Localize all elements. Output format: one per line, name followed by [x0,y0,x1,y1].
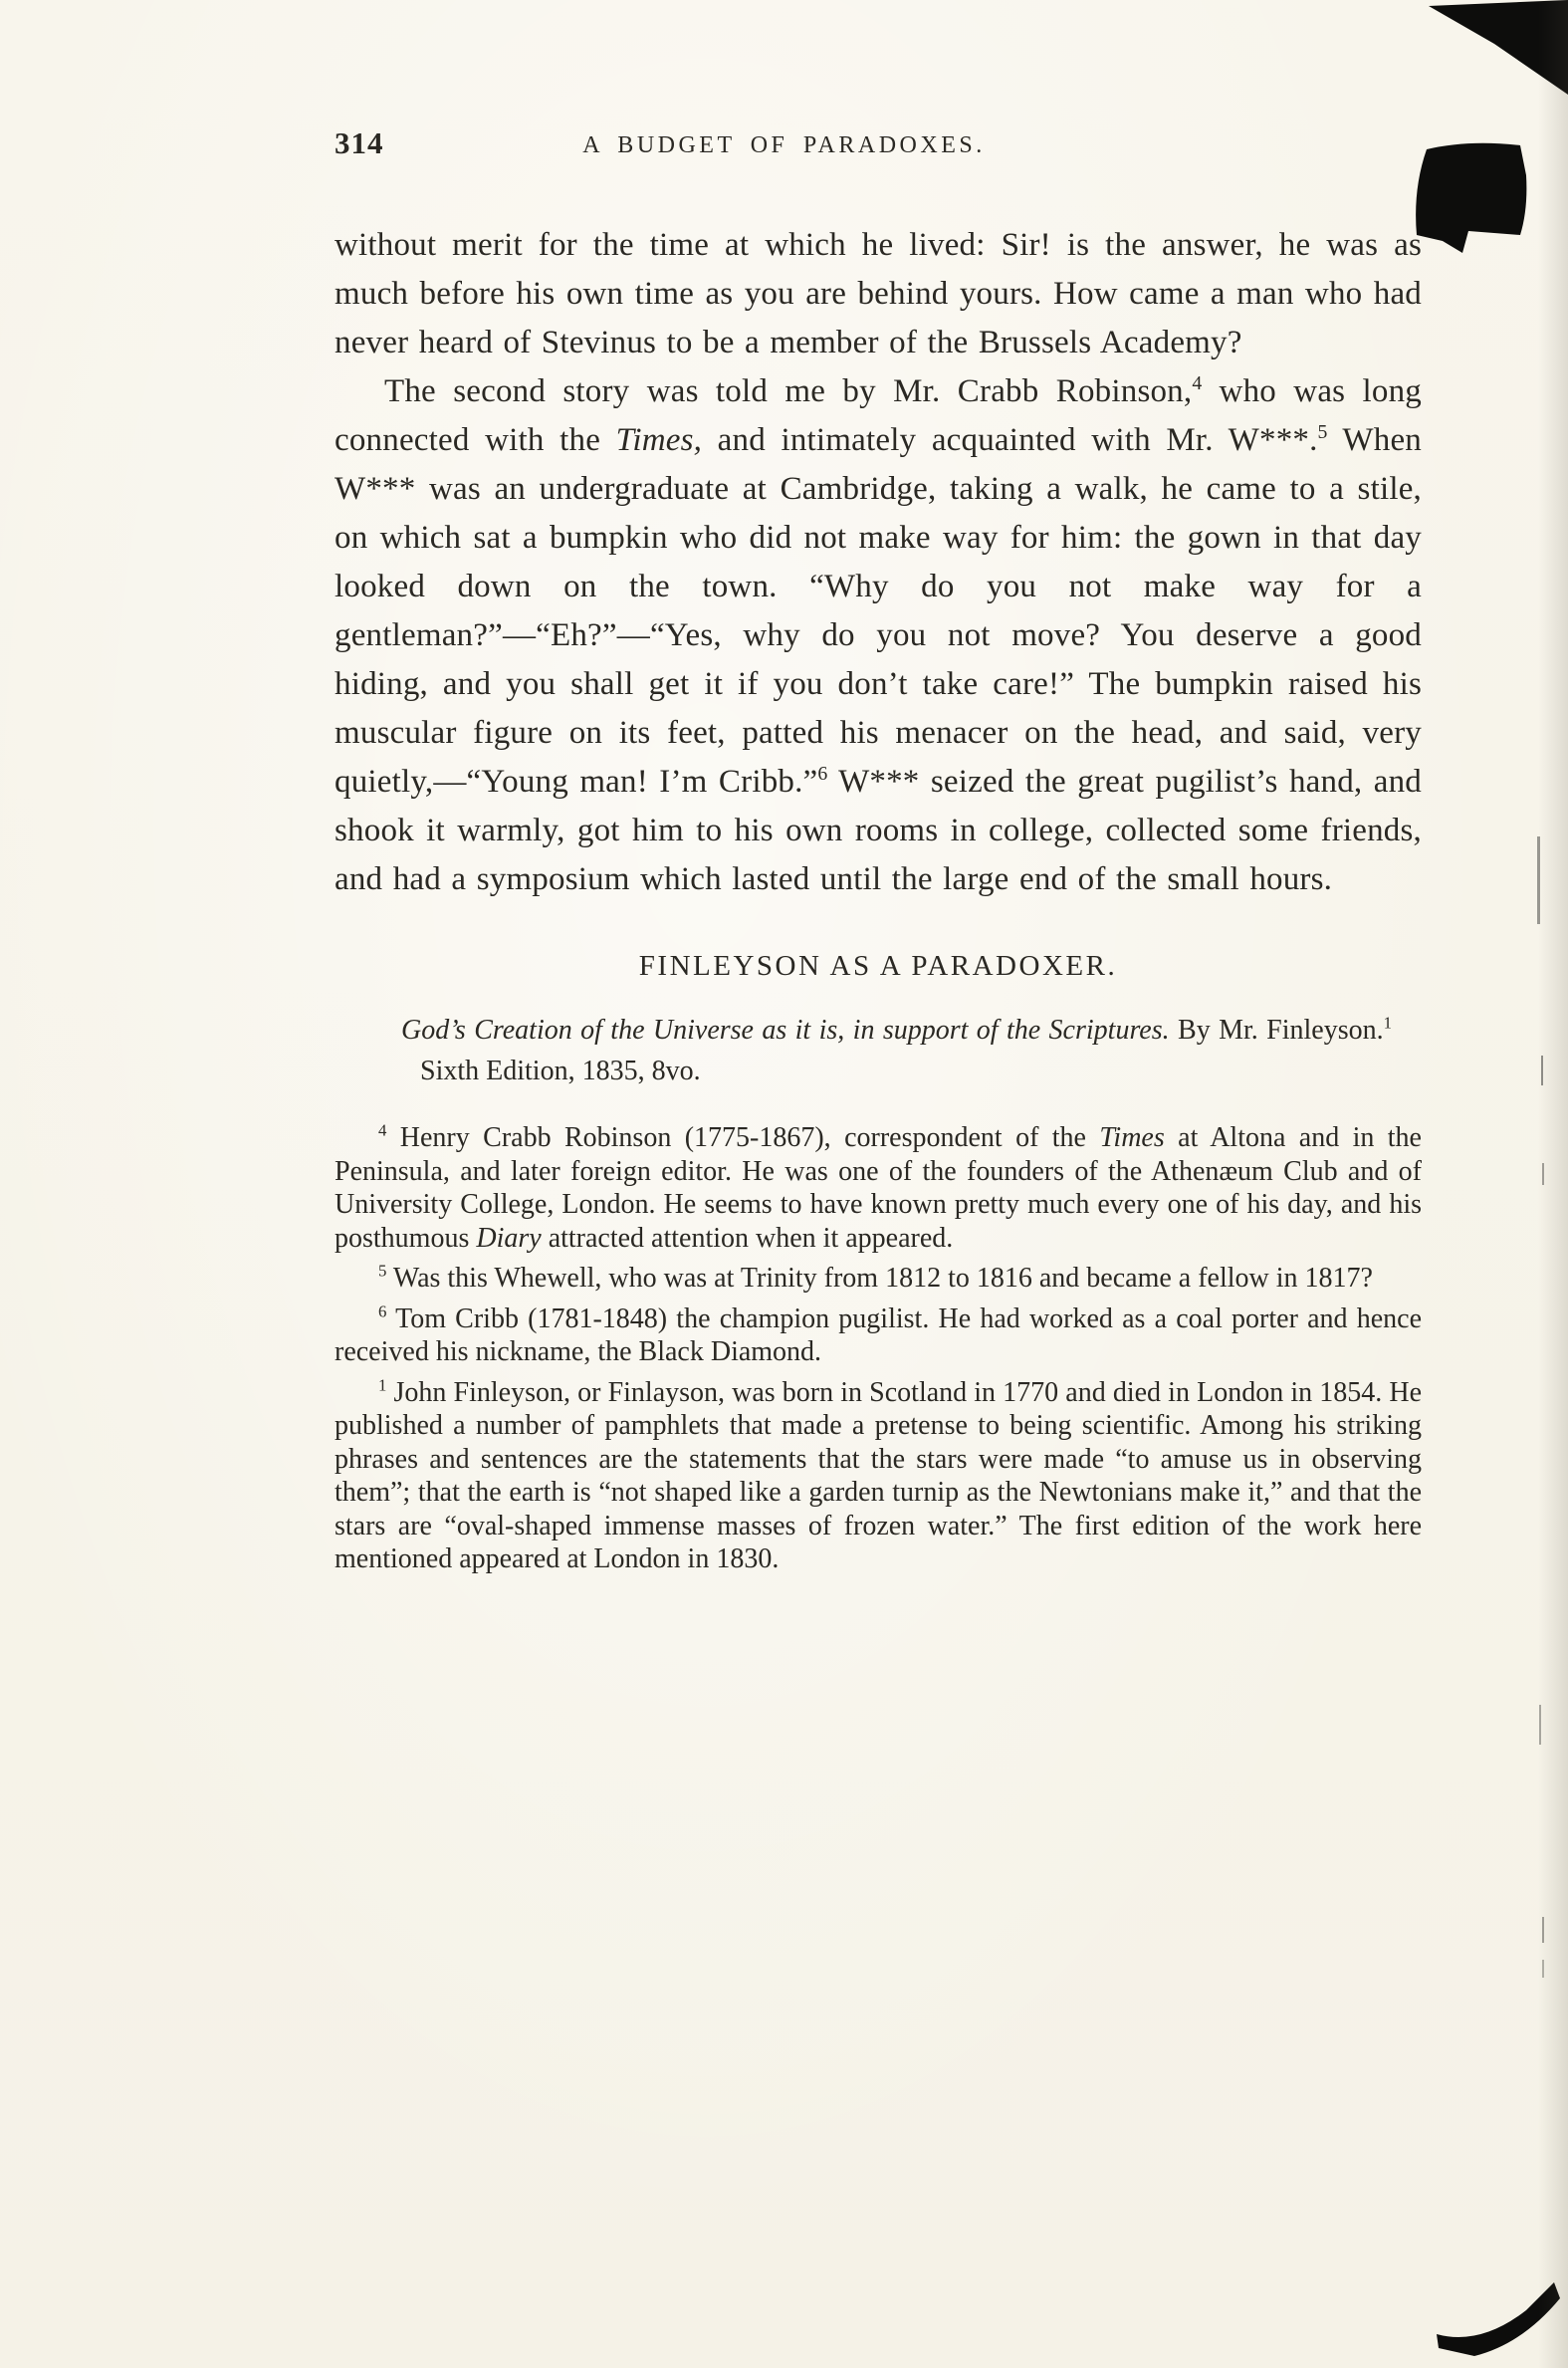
text-segment: John Finleyson, or Finlayson, was born in Scotland in 1770 and died in London in 1854. He published a number of pamphlets that made a pretense to being scientific. Among his striking phrases and sentences are the statements that the stars were made “to amuse us in observing them”; that the earth is “not shaped like a garden turnip as the Newtonians make it,” and that the stars are “oval-shaped immense masses of frozen water.” The first edition of the work here mentioned appeared at London in 1830. [335,1376,1422,1574]
footnote [335,1376,1422,1576]
text-segment: Sixth Edition, 1835, 8vo. [420,1056,701,1086]
text-segment: The second story was told me by Mr. Crabb Robinson, [384,373,1193,409]
margin-mark [1542,1960,1544,1978]
text-segment: Tom Cribb (1781-1848) the champion pugilist. He had worked as a coal porter and hence received his nickname, the Black Diamond. [335,1302,1422,1367]
footnote [335,1262,1422,1296]
text-segment: Diary [476,1222,542,1254]
footnote [335,1302,1422,1369]
footnotes [335,1121,1422,1576]
text-segment: and intimately acquainted with Mr. W***. [702,422,1318,458]
margin-mark [1541,1056,1543,1085]
ink-blot-top-right [1399,0,1568,299]
margin-mark [1542,1163,1544,1185]
text-segment: God’s Creation of the Universe as it is, in support of the Scriptures. [401,1015,1170,1046]
text-segment: Times, [615,422,703,458]
footnote [335,1121,1422,1255]
margin-mark [1539,1705,1541,1745]
text-segment: By Mr. Finleyson. [1169,1015,1384,1046]
footnote-marker: 1 [1383,1013,1392,1033]
margin-mark [1537,836,1540,924]
text-segment: without merit for the time at which he lived: Sir! is the answer, he was as much before his own time as you are behind yours. How came a man who had never heard of Stevinus to be a member of the Brussels Academy? [335,227,1422,360]
text-segment: attracted attention when it appeared. [541,1222,954,1254]
footnote-marker: 6 [817,763,828,785]
footnote-marker: 4 [1192,372,1203,394]
citation [335,1010,1392,1091]
text-segment: who was long connected with the [335,373,1423,458]
footnote-marker: 6 [378,1302,387,1321]
section-heading: FINLEYSON AS A PARADOXER. [638,950,1118,982]
footnote-marker: 4 [378,1120,387,1140]
margin-mark [1542,1917,1544,1943]
footnote-marker: 1 [378,1375,387,1395]
paragraph [335,367,1422,904]
footnote-marker: 5 [1317,421,1328,443]
text-segment: W*** seized the great pugilist’s hand, and shook it warmly, got him to his own rooms in college, collected some friends, and had a symposium which lasted until the large end of the small hours. [335,764,1422,897]
ink-mark-bottom-right [1431,2272,1560,2362]
running-head: A BUDGET OF PARADOXES. [582,132,986,158]
text-segment: Henry Crabb Robinson (1775-1867), correspondent of the [386,1122,1100,1153]
text-segment: Times [1099,1122,1165,1153]
paragraph [335,221,1422,367]
footnote-marker: 5 [378,1261,387,1281]
page-content [335,221,1422,1583]
text-segment: at Altona and in the Peninsula, and later foreign editor. He was one of the founders of the Athenæum Club and of University College, London. He seems to have known pretty much every one of his day, and his posthumous [335,1122,1422,1254]
page-number: 314 [335,125,384,160]
text-segment: When W*** was an undergraduate at Cambridge, taking a walk, he came to a stile, on which sat a bumpkin who did not make way for him: the gown in that day looked down on the town. “Why do you not make way for a gentleman?”—“Eh?”—“Yes, why do you not move? You deserve a good hiding, and you shall get it if you don’t take care!” The bumpkin raised his muscular figure on its feet, patted his menacer on the head, and said, very quietly,—“Young man! I’m Cribb.” [335,422,1422,800]
text-segment: Was this Whewell, who was at Trinity from 1812 to 1816 and became a fellow in 1817? [386,1263,1373,1294]
